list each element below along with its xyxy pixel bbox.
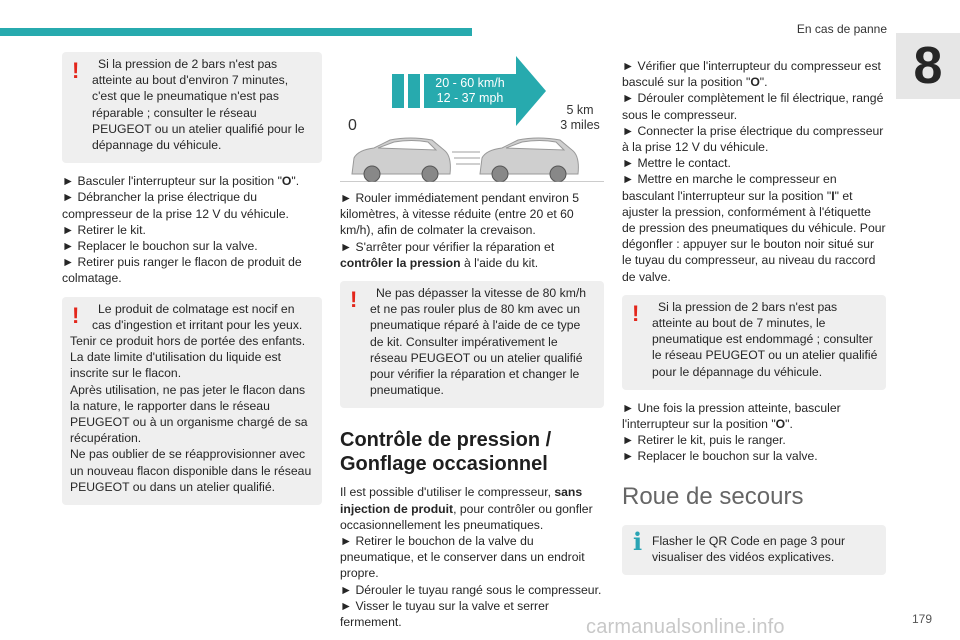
warning-text: Ne pas oublier de se réapprovisionner avec un nouveau flacon disponible dans le réseau PEUGEOT ou dans un atelier qualifié. <box>70 447 312 494</box>
warning-box <box>62 297 322 505</box>
intro-text: Il est possible d'utiliser le compresseur, sans injection de produit, pour contrôler ou gonfler occasionnellement les pneumatiques. <box>340 485 593 532</box>
step-text: ► Dérouler le tuyau rangé sous le compresseur. <box>340 582 602 597</box>
step-text: ► Connecter la prise électrique du compresseur à la prise 12 V du véhicule. <box>622 123 884 155</box>
warning-text: La date limite d'utilisation du liquide est inscrite sur le flacon. <box>70 350 281 381</box>
arrow-stripe <box>392 74 404 108</box>
exclamation-icon: ! <box>350 287 358 313</box>
warning-box <box>340 281 604 408</box>
warning-text: Si la pression de 2 bars n'est pas atteinte au bout de 7 minutes, le pneumatique est endommagé ; consulter le réseau PEUGEOT ou un atelier qualifié pour le dépannage du véhicule. <box>652 299 878 379</box>
car-illustration <box>352 138 450 182</box>
column-2 <box>340 52 604 630</box>
exclamation-icon: ! <box>72 58 80 83</box>
header-accent-bar <box>0 28 472 36</box>
warning-text: Ne pas dépasser la vitesse de 80 km/h et ne pas rouler plus de 80 km avec un pneumatique réparé à l'aide de ce type de kit. Consulter impérativement le réseau PEUGEOT ou un atelier qualifié pour vérifier la réparation et changer le pneumatique. <box>370 286 587 398</box>
motion-lines <box>452 152 480 164</box>
step-text: ► Vérifier que l'interrupteur du compresseur est basculé sur la position "O". <box>622 59 881 90</box>
step-text: ► Mettre le contact. <box>622 156 731 171</box>
column-3 <box>622 58 886 575</box>
warning-box <box>622 295 886 390</box>
section-heading: Contrôle de pression / Gonflage occasionnel <box>340 429 552 476</box>
info-icon: i <box>633 526 643 556</box>
distance-miles-label: 3 miles <box>560 118 600 132</box>
section-title: En cas de panne <box>796 22 887 36</box>
step-text: ► Rouler immédiatement pendant environ 5 kilomètres, à vitesse réduite (entre 20 et 60 km/h), afin de colmater la crevaison. <box>340 191 580 238</box>
step-text: ► Visser le tuyau sur la valve et serrer fermement. <box>340 598 549 630</box>
warning-text: Tenir ce produit hors de portée des enfants. <box>70 334 306 349</box>
step-text: ► S'arrêter pour vérifier la réparation et contrôler la pression à l'aide du kit. <box>340 239 555 270</box>
step-text: ► Mettre en marche le compresseur en basculant l'interrupteur sur la position "I" et ajuster la pression, conformément à l'étiquette de pression des pneumatiques du véhicule. Pour dégonfler : appuyer sur le bouton noir situé sur le tuyau du compresseur, au niveau du raccord de valve. <box>622 172 886 284</box>
warning-text: Si la pression de 2 bars n'est pas atteinte au bout d'environ 7 minutes, c'est que le pneumatique n'est pas réparable ; consulter le réseau PEUGEOT ou un atelier qualifié pour le dépannage du véhicule. <box>92 57 305 153</box>
arrow-stripe <box>408 74 420 108</box>
info-text: Flasher le QR Code en page 3 pour visualiser des vidéos explicatives. <box>652 533 846 564</box>
chapter-number: 8 <box>896 33 960 99</box>
exclamation-icon: ! <box>72 302 80 328</box>
distance-km-label: 5 km <box>566 103 594 117</box>
step-text: ► Retirer le kit. <box>62 222 146 237</box>
step-text: ► Une fois la pression atteinte, basculer l'interrupteur sur la position "O". <box>622 400 841 432</box>
step-text: ► Dérouler complètement le fil électrique, rangé sous le compresseur. <box>622 91 884 122</box>
speed-illustration <box>340 52 604 182</box>
speed-mph-label: 12 - 37 mph <box>436 91 504 105</box>
warning-text: Le produit de colmatage est nocif en cas d'ingestion et irritant pour les yeux. <box>92 301 303 332</box>
car-illustration <box>480 138 578 182</box>
step-text: ► Basculer l'interrupteur sur la position "O". <box>62 174 300 189</box>
page-number: 179 <box>911 612 932 626</box>
start-label: 0 <box>348 117 357 134</box>
step-text: ► Retirer puis ranger le flacon de produit de colmatage. <box>62 255 302 286</box>
warning-box <box>62 52 322 163</box>
step-text: ► Retirer le bouchon de la valve du pneumatique, et le conserver dans un endroit propre. <box>340 534 585 581</box>
warning-text: Après utilisation, ne pas jeter le flacon dans la nature, le rapporter dans le réseau PEUGEOT ou à un organisme chargé de sa récupération. <box>70 382 308 446</box>
speed-kmh-label: 20 - 60 km/h <box>435 76 505 90</box>
step-text: ► Replacer le bouchon sur la valve. <box>622 449 818 464</box>
column-1 <box>62 52 322 505</box>
watermark: carmanualsonline.info <box>586 616 785 638</box>
step-text: ► Débrancher la prise électrique du compresseur de la prise 12 V du véhicule. <box>62 190 289 221</box>
speed-diagram <box>340 52 604 182</box>
info-box <box>622 525 886 575</box>
step-text: ► Replacer le bouchon sur la valve. <box>62 239 258 254</box>
exclamation-icon: ! <box>632 300 640 326</box>
step-text: ► Retirer le kit, puis le ranger. <box>622 433 786 448</box>
section-heading: Roue de secours <box>622 482 804 510</box>
